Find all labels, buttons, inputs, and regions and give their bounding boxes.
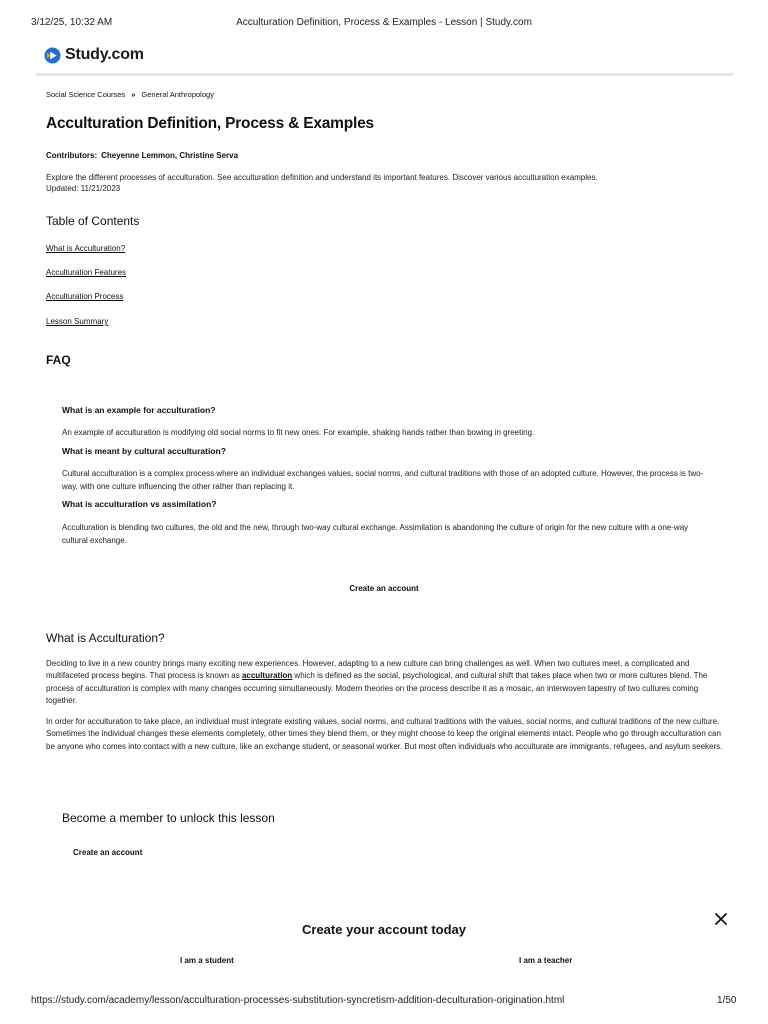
toc-title: Table of Contents (46, 214, 140, 228)
print-page-number: 1/50 (717, 995, 737, 1006)
faq-answer-3: Acculturation is blending two cultures, the old and the new, through two-way cultural exchange. Assimilation is abandoning the culture of origin for the new culture with a one-way cultural exchange. (62, 523, 689, 545)
print-url: https://study.com/academy/lesson/acculturation-processes-substitution-syncretism-addition-deculturation-origination.html (31, 995, 565, 1006)
page-title: Acculturation Definition, Process & Examples (46, 115, 374, 132)
faq-answer-1: An example of acculturation is modifying old social norms to fit new ones. For example, shaking hands rather than bowing in greeting. (62, 428, 535, 437)
paragraph-text: Deciding to live in a new country brings many exciting new experiences. However, adapting to a new culture can bring challenges as well. When two cultures meet, a complicated and multifaceted process begins. That process is known as (46, 659, 690, 681)
faq-answer-2: Cultural acculturation is a complex process where an individual exchanges values, social norms, and cultural traditions with those of an adopted culture. However, the process is two-way, with one culture influencing the other rather than replacing it. (62, 469, 704, 491)
teacher-role-button[interactable]: I am a teacher (519, 956, 573, 965)
print-datetime: 3/12/25, 10:32 AM (31, 17, 113, 28)
paragraph-text: which is defined as the social, psychological, and cultural shift that takes place when two or more cultures blend. The process of acculturation is complex with many changes occurring simultaneously. Modern theories on the process describe it as a mosaic, an interwoven tapestry of two cultures coming together. (46, 671, 708, 706)
student-role-button[interactable]: I am a student (180, 956, 234, 965)
section-title-what-is: What is Acculturation? (46, 631, 165, 645)
study-logo[interactable] (44, 46, 144, 64)
print-doc-title: Acculturation Definition, Process & Examples - Lesson | Study.com (236, 17, 532, 28)
logo-text: Study.com (65, 46, 144, 63)
play-logo-icon (44, 47, 61, 64)
create-account-button[interactable]: Create an account (349, 584, 419, 593)
unlock-create-account-button[interactable]: Create an account (73, 848, 143, 857)
toc-link-what-is[interactable]: What is Acculturation? (46, 244, 126, 253)
unlock-title: Become a member to unlock this lesson (62, 811, 275, 825)
breadcrumb-separator: » (131, 90, 136, 99)
acculturation-link[interactable]: acculturation (241, 671, 293, 681)
faq-question-2: What is meant by cultural acculturation? (62, 446, 226, 456)
summary-text: Explore the different processes of acculturation. See acculturation definition and understand its important features. Discover various acculturation examples. (46, 173, 598, 182)
toc-link-process[interactable]: Acculturation Process (46, 292, 124, 301)
section-paragraph-1 (46, 658, 726, 708)
contributors-names: Cheyenne Lemmon, Christine Serva (101, 151, 239, 160)
header-divider (36, 73, 733, 76)
faq-title: FAQ (46, 353, 71, 367)
close-icon[interactable] (713, 911, 729, 927)
lesson-summary (46, 172, 726, 194)
contributors-label: Contributors: (46, 151, 98, 160)
breadcrumb-item-anthropology[interactable]: General Anthropology (141, 90, 214, 99)
toc-link-summary[interactable]: Lesson Summary (46, 317, 109, 326)
faq-question-1: What is an example for acculturation? (62, 405, 216, 415)
toc-link-features[interactable]: Acculturation Features (46, 268, 127, 277)
breadcrumb-item-social-science[interactable]: Social Science Courses (46, 90, 126, 99)
breadcrumb (46, 90, 214, 99)
section-paragraph-2: In order for acculturation to take place, an individual must integrate existing values, social norms, and cultural traditions with the values, social norms, and cultural traditions of the new culture. Sometimes the individual changes these elements completely, other times they blend them, or they might choose to keep the original elements intact. People who go through acculturation can be anyone who comes into contact with a new culture, like an exchange student, or seasonal worker. But most often individuals who acculturate are immigrants, refugees, and asylum seekers. (46, 717, 723, 751)
modal-title: Create your account today (302, 922, 466, 937)
faq-question-3: What is acculturation vs assimilation? (62, 499, 217, 509)
updated-date: Updated: 11/21/2023 (46, 184, 121, 193)
contributors (46, 151, 238, 160)
